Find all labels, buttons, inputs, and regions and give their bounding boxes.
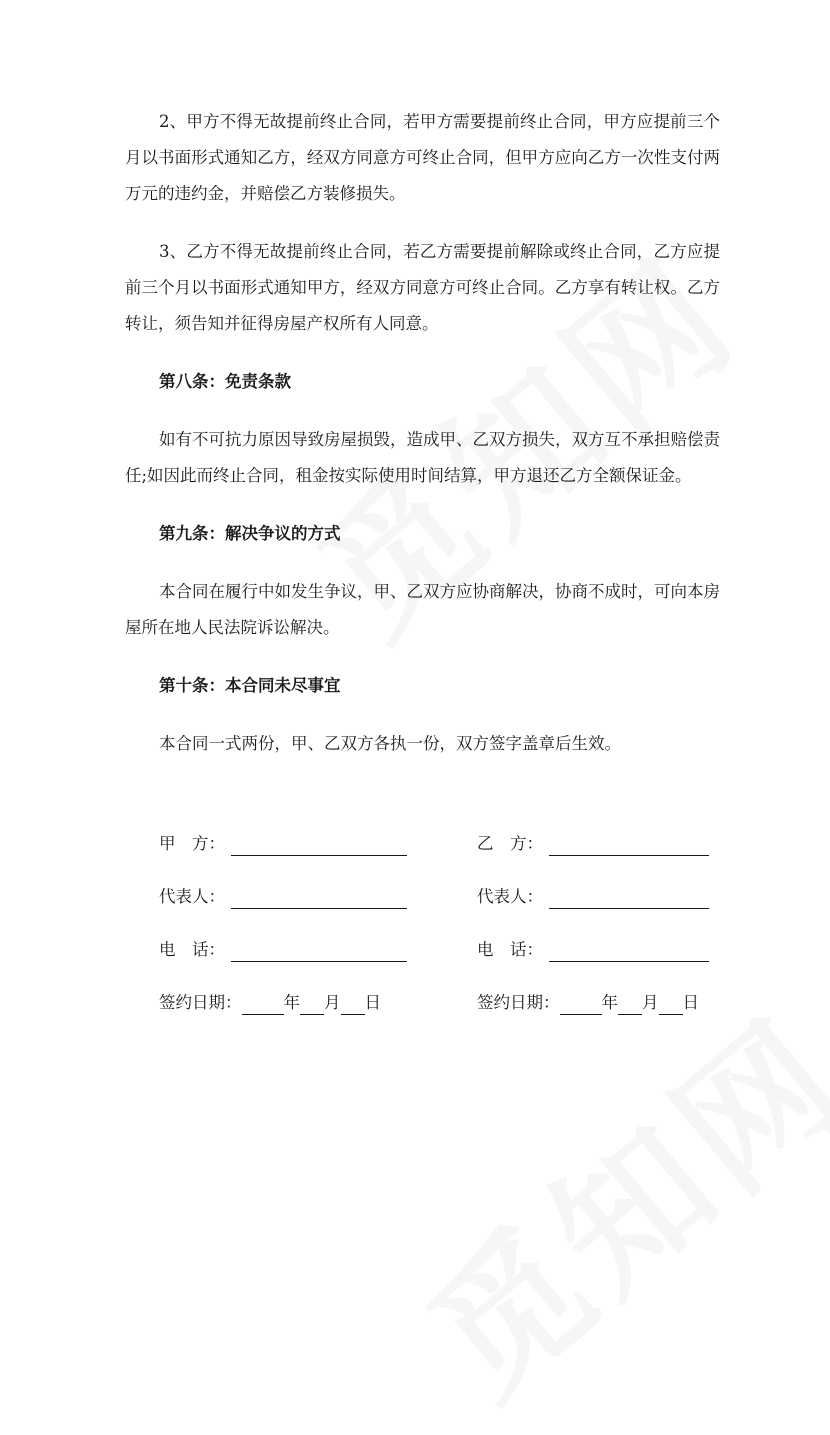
party-b-rep-line[interactable]	[549, 888, 709, 909]
party-b-day-unit: 日	[682, 993, 699, 1012]
party-a-day-line[interactable]	[341, 994, 365, 1015]
watermark-bottom	[377, 961, 830, 1435]
contract-body	[125, 104, 720, 762]
article-10-title: 第十条：本合同未尽事宜	[159, 676, 341, 695]
party-b-row	[477, 832, 709, 856]
party-a-row	[159, 832, 407, 856]
party-b-rep-row	[477, 885, 709, 909]
party-b-month-line[interactable]	[618, 994, 642, 1015]
party-b-day-line[interactable]	[659, 994, 683, 1015]
party-a-phone-line[interactable]	[231, 941, 407, 962]
party-b-date-label: 签约日期：	[477, 993, 560, 1012]
party-a-signature-line[interactable]	[231, 835, 407, 856]
party-a-rep-row	[159, 885, 407, 909]
party-a-phone-label: 电 话：	[159, 940, 225, 959]
party-a-day-unit: 日	[364, 993, 381, 1012]
party-b-rep-label: 代表人：	[477, 887, 543, 906]
party-b-phone-line[interactable]	[549, 941, 709, 962]
article-9-body: 本合同在履行中如发生争议，甲、乙双方应协商解决，协商不成时，可向本房屋所在地人民法院诉讼解决。	[125, 582, 720, 637]
party-a-year-unit: 年	[283, 993, 300, 1012]
party-a-phone-row	[159, 938, 407, 962]
article-9-title: 第九条：解决争议的方式	[159, 524, 341, 543]
party-b-date-row	[477, 991, 699, 1015]
article-8-body: 如有不可抗力原因导致房屋损毁，造成甲、乙双方损失，双方互不承担赔偿责任;如因此而终止合同，租金按实际使用时间结算，甲方退还乙方全额保证金。	[125, 430, 720, 485]
party-a-rep-label: 代表人：	[159, 887, 225, 906]
party-a-date-label: 签约日期：	[159, 993, 242, 1012]
clause-2: 2、甲方不得无故提前终止合同，若甲方需要提前终止合同，甲方应提前三个月以书面形式通知乙方，经双方同意方可终止合同，但甲方应向乙方一次性支付两万元的违约金，并赔偿乙方装修损失。	[125, 112, 720, 203]
party-b-year-unit: 年	[601, 993, 618, 1012]
party-b-signature-line[interactable]	[549, 835, 709, 856]
party-a-month-line[interactable]	[300, 994, 324, 1015]
party-a-rep-line[interactable]	[231, 888, 407, 909]
party-b-label: 乙 方：	[477, 834, 543, 853]
party-b-phone-label: 电 话：	[477, 940, 543, 959]
article-10-body: 本合同一式两份，甲、乙双方各执一份，双方签字盖章后生效。	[159, 734, 621, 753]
party-b-phone-row	[477, 938, 709, 962]
clause-3: 3、乙方不得无故提前终止合同，若乙方需要提前解除或终止合同，乙方应提前三个月以书面形式通知甲方，经双方同意方可终止合同。乙方享有转让权。乙方转让，须告知并征得房屋产权所有人同意。	[125, 242, 720, 333]
party-a-month-unit: 月	[324, 993, 341, 1012]
party-a-year-line[interactable]	[242, 994, 284, 1015]
party-b-month-unit: 月	[642, 993, 659, 1012]
party-b-year-line[interactable]	[560, 994, 602, 1015]
party-a-date-row	[159, 991, 381, 1015]
article-8-title: 第八条：免责条款	[159, 372, 291, 391]
party-a-label: 甲 方：	[159, 834, 225, 853]
